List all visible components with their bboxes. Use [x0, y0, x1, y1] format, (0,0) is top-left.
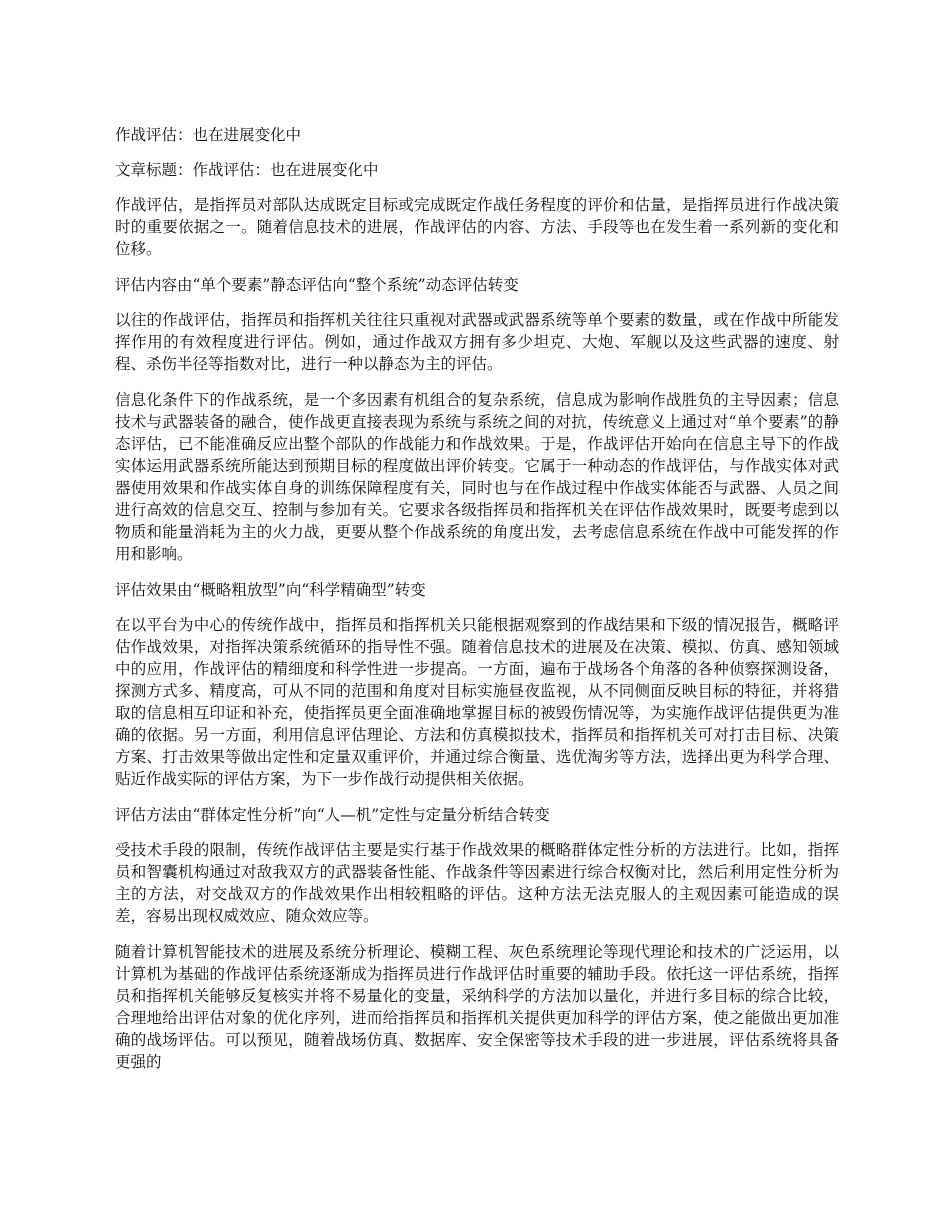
section-heading-method: 评估方法由“群体定性分析”向“人—机”定性与定量分析结合转变: [115, 806, 550, 824]
section-method-paragraph-2: 随着计算机智能技术的进展及系统分析理论、模糊工程、灰色系统理论等现代理论和技术的广泛运用，以计算机为基础的作战评估系统逐渐成为指挥员进行作战评估时重要的辅助手段。依托这一评估系统，指挥员和指挥机关能够反复核实并将不易量化的变量，采纳科学的方法加以量化，并进行多目标的综合比较，合理地给出评估对象的优化序列，进而给指挥员和指挥机关提供更加科学的评估方案，使之能做出更加准确的战场评估。可以预见，随着战场仿真、数据库、安全保密等技术手段的进一步进展，评估系统将具备更强的: [115, 943, 839, 1071]
document-title: 作战评估：也在进展变化中: [115, 126, 302, 144]
section-heading-content: 评估内容由“单个要素”静态评估向“整个系统”动态评估转变: [115, 276, 519, 294]
section-method-paragraph-1: 受技术手段的限制，传统作战评估主要是实行基于作战效果的概略群体定性分析的方法进行。比如，指挥员和智囊机构通过对敌我双方的武器装备性能、作战条件等因素进行综合权衡对比，然后利用定性分析为主的方法，对交战双方的作战效果作出相较粗略的评估。这种方法无法克服人的主观因素可能造成的误差，容易出现权威效应、随众效应等。: [115, 841, 839, 925]
document-page: [115, 124, 839, 1087]
section-content-paragraph-2: 信息化条件下的作战系统，是一个多因素有机组合的复杂系统，信息成为影响作战胜负的主导因素；信息技术与武器装备的融合，使作战更直接表现为系统与系统之间的对抗，传统意义上通过对“单个要素”的静态评估，已不能准确反应出整个部队的作战能力和作战效果。于是，作战评估开始向在信息主导下的作战实体运用武器系统所能达到预期目标的程度做出评价转变。它属于一种动态的作战评估，与作战实体对武器使用效果和作战实体自身的训练保障程度有关，同时也与在作战过程中作战实体能否与武器、人员之间进行高效的信息交互、控制与参加有关。它要求各级指挥员和指挥机关在评估作战效果时，既要考虑到以物质和能量消耗为主的火力战，更要从整个作战系统的角度出发，去考虑信息系统在作战中可能发挥的作用和影响。: [115, 391, 839, 563]
article-title-label: 文章标题：作战评估：也在进展变化中: [115, 161, 379, 179]
section-content-paragraph-1: 以往的作战评估，指挥员和指挥机关往往只重视对武器或武器系统等单个要素的数量，或在作战中所能发挥作用的有效程度进行评估。例如，通过作战双方拥有多少坦克、大炮、军舰以及这些武器的速度、射程、杀伤半径等指数对比，进行一种以静态为主的评估。: [115, 311, 839, 373]
section-heading-effect: 评估效果由“概略粗放型”向“科学精确型”转变: [115, 581, 426, 599]
section-effect-paragraph-1: 在以平台为中心的传统作战中，指挥员和指挥机关只能根据观察到的作战结果和下级的情况报告，概略评估作战效果，对指挥决策系统循环的指导性不强。随着信息技术的进展及在决策、模拟、仿真、感知领域中的应用，作战评估的精细度和科学性进一步提高。一方面，遍布于战场各个角落的各种侦察探测设备，探测方式多、精度高，可从不同的范围和角度对目标实施昼夜监视，从不同侧面反映目标的特征，并将猎取的信息相互印证和补充，使指挥员更全面准确地掌握目标的被毁伤情况等，为实施作战评估提供更为准确的依据。另一方面，利用信息评估理论、方法和仿真模拟技术，指挥员和指挥机关可对打击目标、决策方案、打击效果等做出定性和定量双重评价，并通过综合衡量、选优淘劣等方法，选择出更为科学合理、贴近作战实际的评估方案，为下一步作战行动提供相关依据。: [115, 616, 839, 788]
intro-paragraph: 作战评估，是指挥员对部队达成既定目标或完成既定作战任务程度的评价和估量，是指挥员进行作战决策时的重要依据之一。随着信息技术的进展，作战评估的内容、方法、手段等也在发生着一系列新的变化和位移。: [115, 196, 839, 258]
